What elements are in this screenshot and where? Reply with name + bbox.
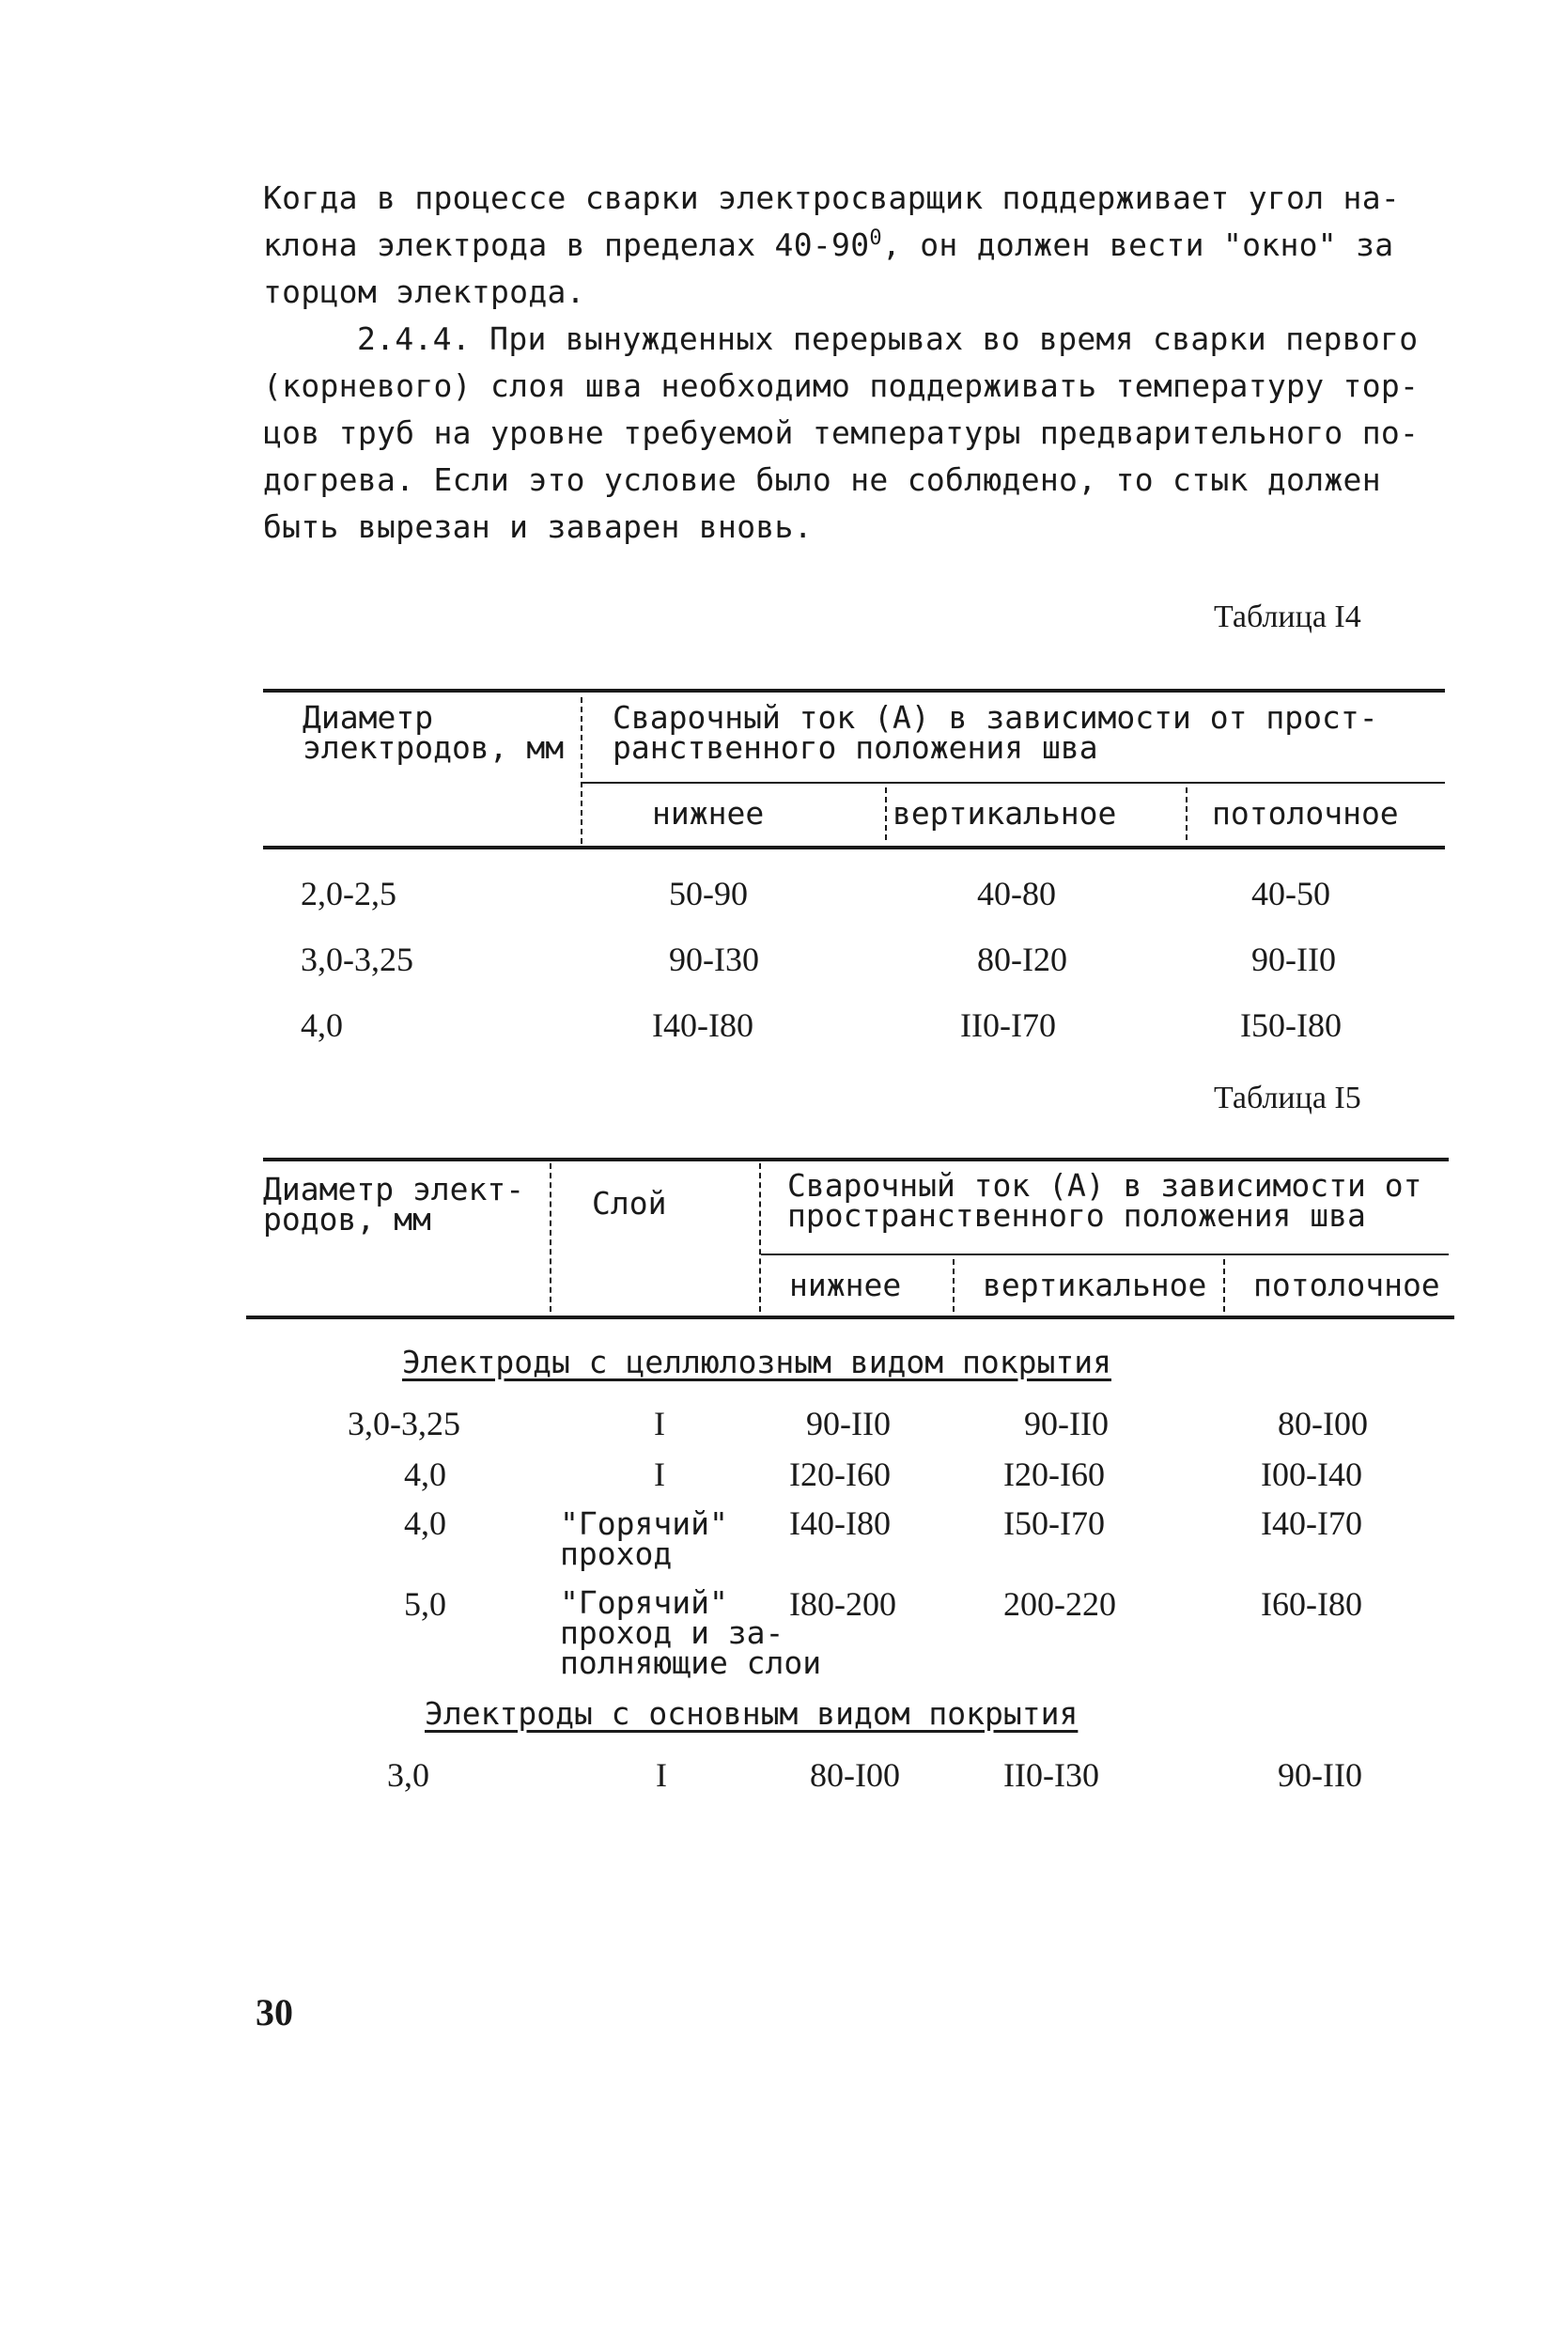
table-15-subheader-divider-2	[1223, 1259, 1225, 1312]
paragraph-1-text-a: Когда в процессе сварки электросварщик поддерживает угол на- клона электрода в пределах 40-90	[263, 179, 1401, 263]
table-14-subheader-divider-1	[885, 787, 887, 840]
table-15-header-bottom-rule	[246, 1316, 1454, 1319]
table-14-header-diameter: Диаметр электродов, мм	[303, 699, 565, 766]
table-15-s1-row-3-ceiling: I40-I70	[1261, 1504, 1362, 1542]
table-15-s2-row-1-ceiling: 90-II0	[1278, 1756, 1362, 1794]
table-15-s1-row-1-vertical: 90-II0	[1024, 1405, 1109, 1442]
table-14-caption: Таблица I4	[1214, 600, 1361, 634]
page-number: 30	[256, 1991, 293, 2033]
table-14-row-2-ceiling: 90-II0	[1251, 941, 1336, 978]
table-14-row-3-diameter: 4,0	[301, 1006, 343, 1044]
table-15-s1-row-3-diameter: 4,0	[404, 1504, 446, 1542]
table-14-sub-vertical: вертикальное	[893, 795, 1117, 832]
table-15-section-1-title: Электроды с целлюлозным видом покрытия	[402, 1344, 1111, 1380]
table-15-sub-ceiling: потолочное	[1253, 1267, 1440, 1303]
table-14-row-2-bottom: 90-I30	[669, 941, 759, 978]
table-15-s1-row-4-bottom: I80-200	[789, 1585, 896, 1623]
table-14-row-3-ceiling: I50-I80	[1240, 1006, 1342, 1044]
table-15-s2-row-1-layer: I	[656, 1756, 667, 1794]
table-14-header-bottom-rule	[263, 846, 1445, 849]
degree-superscript: 0	[869, 226, 882, 250]
table-15-s1-row-4-diameter: 5,0	[404, 1585, 446, 1623]
paragraph-2: 2.4.4. При вынужденных перерывах во время сварки первого (корневого) слоя шва необходимо поддерживать температуру тор- цов труб на уровне требуемой температуры предварительного по- догрева. Если это условие было не соблюдено, то стык должен быть вырезан и заварен вновь.	[263, 320, 1420, 545]
table-15-s1-row-3-vertical: I50-I70	[1003, 1504, 1105, 1542]
table-15-s1-row-3-bottom: I40-I80	[789, 1504, 891, 1542]
table-15-sub-bottom: нижнее	[789, 1267, 902, 1303]
table-14-row-3-bottom: I40-I80	[652, 1006, 753, 1044]
table-15-header-divider-2	[759, 1163, 761, 1312]
table-15-s1-row-2-diameter: 4,0	[404, 1456, 446, 1493]
table-15-s1-row-2-vertical: I20-I60	[1003, 1456, 1105, 1493]
table-15-s1-row-1-layer: I	[654, 1405, 665, 1442]
table-15-subheader-rule	[761, 1254, 1449, 1255]
table-14-subheader-divider-2	[1186, 787, 1188, 840]
table-15-s1-row-4-vertical: 200-220	[1003, 1585, 1116, 1623]
table-15-s1-row-4-ceiling: I60-I80	[1261, 1585, 1362, 1623]
table-15-s1-row-3-layer: "Горячий" проход	[560, 1505, 728, 1572]
table-15-s1-row-2-ceiling: I00-I40	[1261, 1456, 1362, 1493]
table-14-header-divider	[581, 697, 582, 844]
table-15-sub-vertical: вертикальное	[983, 1267, 1207, 1303]
table-14-row-1-bottom: 50-90	[669, 875, 748, 912]
table-15-s1-row-2-bottom: I20-I60	[789, 1456, 891, 1493]
table-15-s1-row-1-diameter: 3,0-3,25	[348, 1405, 460, 1442]
table-14-row-2-vertical: 80-I20	[977, 941, 1067, 978]
table-15-header-current: Сварочный ток (А) в зависимости от пространственного положения шва	[787, 1167, 1422, 1234]
table-15-caption: Таблица I5	[1214, 1081, 1361, 1115]
table-14-sub-ceiling: потолочное	[1212, 795, 1399, 832]
table-15-s2-row-1-vertical: II0-I30	[1003, 1756, 1099, 1794]
table-14-row-2-diameter: 3,0-3,25	[301, 941, 413, 978]
table-15-s1-row-1-ceiling: 80-I00	[1278, 1405, 1368, 1442]
table-14-row-1-vertical: 40-80	[977, 875, 1056, 912]
table-15-s1-row-1-bottom: 90-II0	[806, 1405, 891, 1442]
table-15-header-layer: Слой	[592, 1185, 667, 1222]
table-15-header-divider-1	[550, 1163, 551, 1312]
table-14-sub-bottom: нижнее	[652, 795, 765, 832]
table-15-s2-row-1-bottom: 80-I00	[810, 1756, 900, 1794]
table-15-s1-row-2-layer: I	[654, 1456, 665, 1493]
table-14-top-rule	[263, 689, 1445, 693]
table-15-s2-row-1-diameter: 3,0	[387, 1756, 429, 1794]
table-15-subheader-divider-1	[953, 1259, 955, 1312]
table-15-header-diameter: Диаметр элект- родов, мм	[263, 1171, 525, 1238]
table-14-header-current: Сварочный ток (А) в зависимости от прост- ранственного положения шва	[613, 699, 1378, 766]
table-15-s1-row-4-layer: "Горячий" проход и за- полняющие слои	[560, 1584, 822, 1681]
table-14-row-3-vertical: II0-I70	[960, 1006, 1056, 1044]
paragraph-1	[263, 175, 1456, 316]
paragraph-1-text-b: , он должен вести "окно" за торцом электрода.	[263, 226, 1394, 310]
table-15-top-rule	[263, 1158, 1449, 1161]
table-14-row-1-diameter: 2,0-2,5	[301, 875, 396, 912]
table-14-subheader-rule	[582, 782, 1445, 784]
table-14-row-1-ceiling: 40-50	[1251, 875, 1330, 912]
table-15-section-2-title: Электроды с основным видом покрытия	[425, 1695, 1079, 1732]
